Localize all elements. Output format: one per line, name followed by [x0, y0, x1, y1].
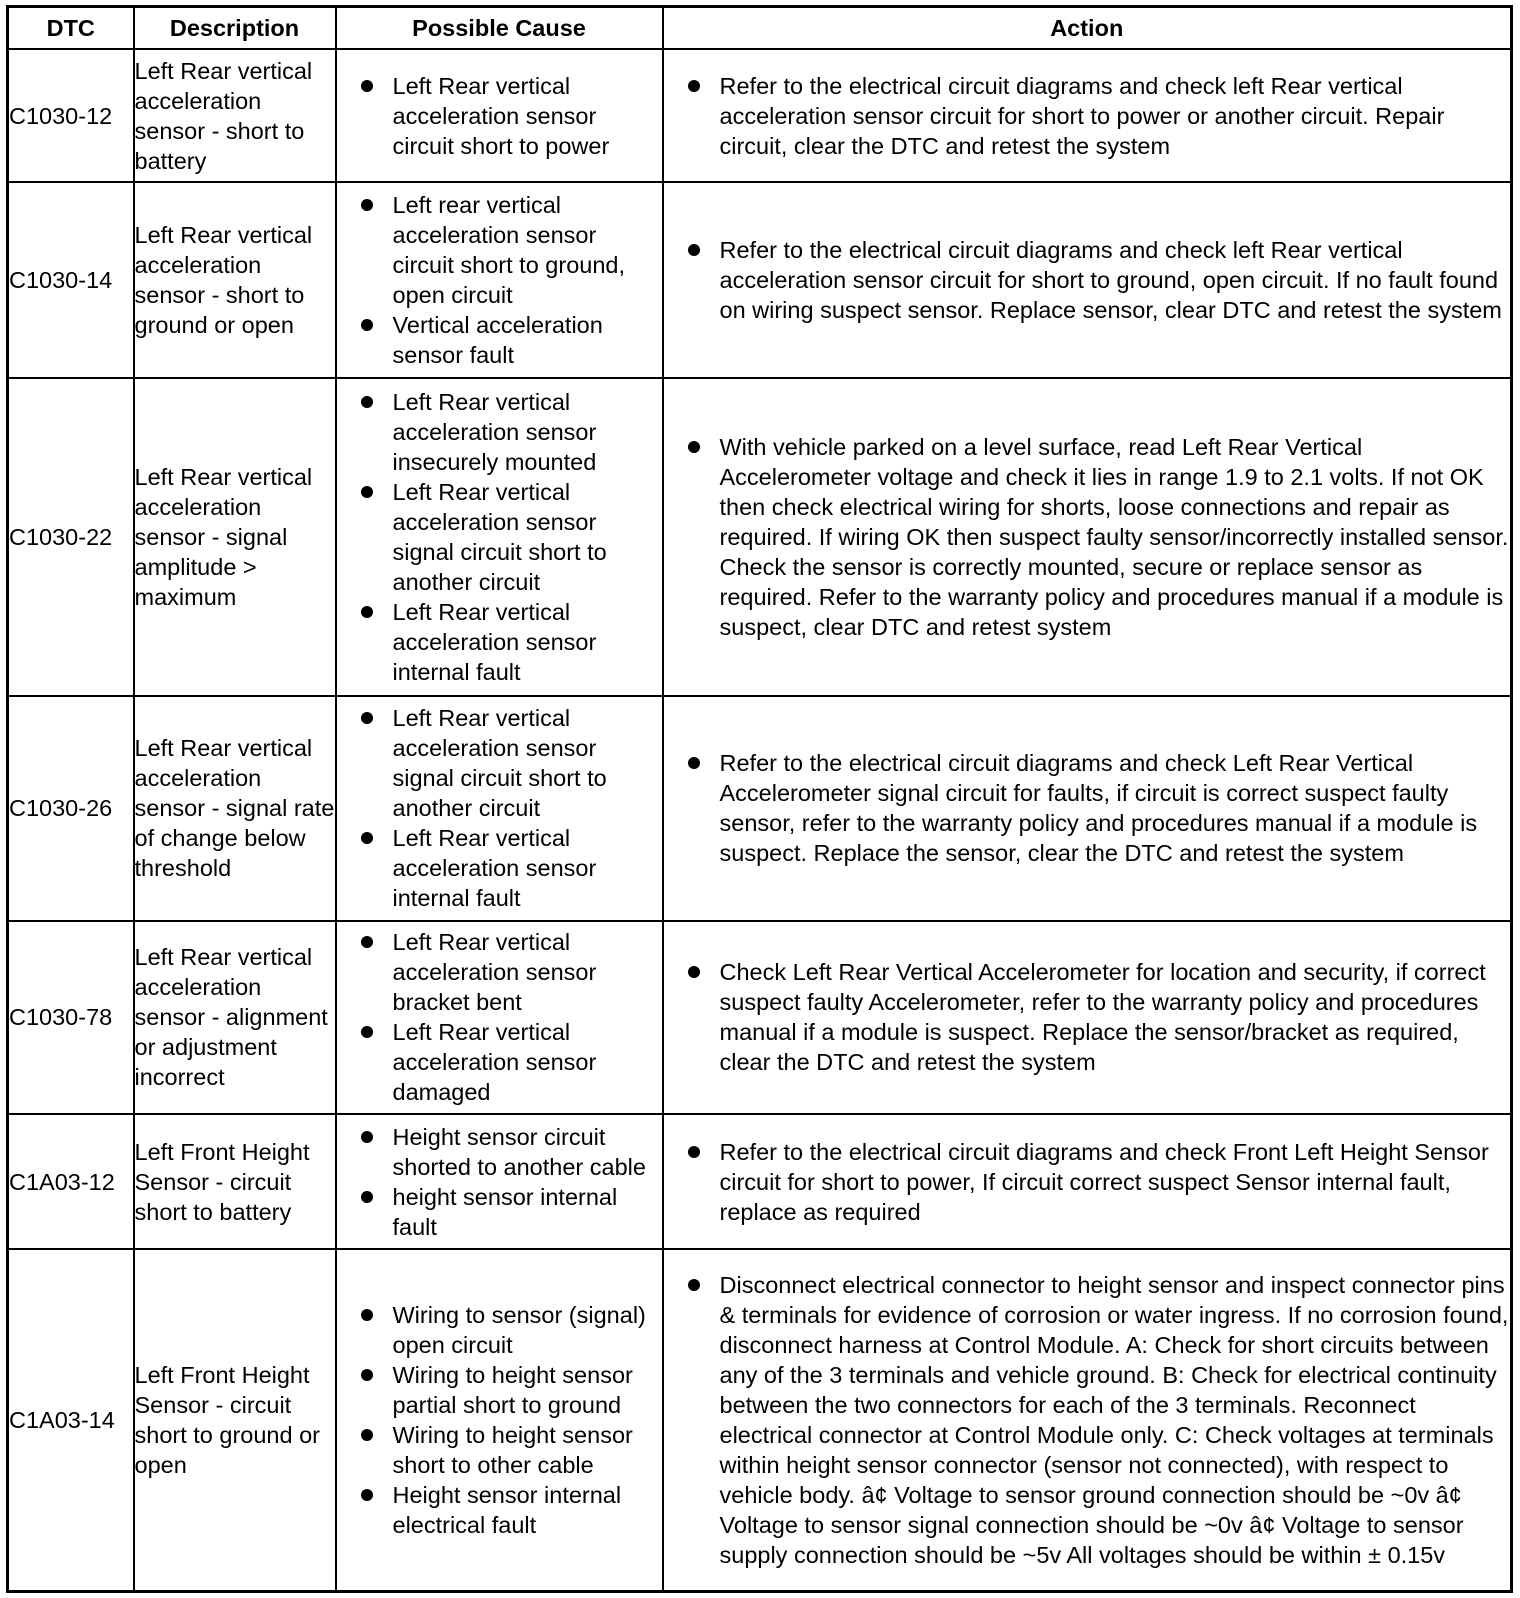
cause-text: Left Rear vertical acceleration sensor insecurely mounted — [392, 388, 597, 475]
table-row — [8, 378, 1512, 696]
dtc-description: Left Rear vertical acceleration sensor - signal rate of change below threshold — [134, 696, 336, 921]
table-body — [8, 49, 1512, 1592]
table-row — [8, 182, 1512, 377]
bullet-icon — [361, 936, 373, 948]
cause-item — [337, 71, 662, 161]
dtc-code: C1030-22 — [8, 378, 134, 696]
action-item — [664, 1137, 1511, 1227]
action-item — [664, 432, 1511, 642]
bullet-icon — [361, 80, 373, 92]
cause-text: Left Rear vertical acceleration sensor damaged — [392, 1019, 597, 1106]
cause-item — [337, 1182, 662, 1242]
cause-list — [337, 927, 662, 1107]
dtc-description: Left Front Height Sensor - circuit short to battery — [134, 1114, 336, 1249]
action-list — [664, 957, 1511, 1077]
bullet-icon — [361, 396, 373, 408]
cause-text: Left Rear vertical acceleration sensor signal circuit short to another circuit — [392, 478, 607, 595]
cause-list — [337, 190, 662, 370]
bullet-icon — [688, 1146, 700, 1158]
bullet-icon — [361, 319, 373, 331]
cause-item — [337, 1300, 662, 1360]
cause-item — [337, 597, 662, 687]
dtc-code: C1A03-14 — [8, 1249, 134, 1591]
action-text: Refer to the electrical circuit diagrams and check Left Rear Vertical Accelerometer signal circuit for faults, if circuit is correct suspect faulty sensor, refer to the warranty policy and procedures manual if a module is suspect. Replace the sensor, clear the DTC and retest the system — [719, 750, 1478, 867]
bullet-icon — [361, 1309, 373, 1321]
dtc-description: Left Front Height Sensor - circuit short to ground or open — [134, 1249, 336, 1591]
cause-text: Left rear vertical acceleration sensor circuit short to ground, open circuit — [392, 192, 625, 309]
bullet-icon — [688, 757, 700, 769]
action-list — [664, 748, 1511, 868]
cause-item — [337, 190, 662, 310]
dtc-description: Left Rear vertical acceleration sensor - signal amplitude > maximum — [134, 378, 336, 696]
action-cell — [663, 182, 1512, 377]
cause-item — [337, 1480, 662, 1540]
bullet-icon — [361, 1429, 373, 1441]
dtc-code: C1030-14 — [8, 182, 134, 377]
action-text: Refer to the electrical circuit diagrams and check left Rear vertical acceleration sensor circuit for short to ground, open circuit. If no fault found on wiring suspect sensor. Replace sensor, clear DTC and retest the system — [719, 237, 1502, 324]
bullet-icon — [688, 80, 700, 92]
action-text: Disconnect electrical connector to height sensor and inspect connector pins & terminals for evidence of corrosion or water ingress. If no corrosion found, disconnect harness at Control Module. A: Check for short circuits between any of the 3 terminals and vehicle ground. B: Check for electrical continuity between the two connectors for each of the 3 terminals. Reconnect electrical connector at Control Module only. C: Check voltages at terminals within height sensor connector (sensor not connected), with respect to vehicle body. â¢ Voltage to sensor ground connection should be ~0v â¢ Voltage to sensor signal connection should be ~0v â¢ Voltage to sensor supply connection should be ~5v All voltages should be within ± 0.15v — [719, 1272, 1509, 1569]
cause-text: Left Rear vertical acceleration sensor signal circuit short to another circuit — [392, 705, 607, 822]
action-item — [664, 748, 1511, 868]
bullet-icon — [361, 199, 373, 211]
bullet-icon — [688, 244, 700, 256]
cause-list — [337, 703, 662, 913]
header-action: Action — [663, 7, 1512, 50]
action-item — [664, 235, 1511, 325]
action-list — [664, 1137, 1511, 1227]
action-cell — [663, 378, 1512, 696]
action-list — [664, 71, 1511, 161]
action-list — [664, 432, 1511, 642]
bullet-icon — [361, 1489, 373, 1501]
header-dtc: DTC — [8, 7, 134, 50]
action-cell — [663, 921, 1512, 1114]
bullet-icon — [361, 712, 373, 724]
action-text: With vehicle parked on a level surface, read Left Rear Vertical Accelerometer voltage and check it lies in range 1.9 to 2.1 volts. If not OK then check electrical wiring for shorts, loose connections and repair as required. If wiring OK then suspect faulty sensor/incorrectly installed sensor. Check the sensor is correctly mounted, secure or replace sensor as required. Refer to the warranty policy and procedures manual if a module is suspect, clear DTC and retest system — [719, 433, 1509, 640]
cause-list — [337, 387, 662, 687]
cause-text: height sensor internal fault — [392, 1183, 618, 1240]
action-text: Refer to the electrical circuit diagrams and check Front Left Height Sensor circuit for short to power, If circuit correct suspect Sensor internal fault, replace as required — [719, 1138, 1489, 1225]
cause-list — [337, 1300, 662, 1540]
cause-item — [337, 1420, 662, 1480]
action-text: Refer to the electrical circuit diagrams and check left Rear vertical acceleration sensor circuit for short to power or another circuit. Repair circuit, clear the DTC and retest the system — [719, 72, 1445, 159]
possible-cause-cell — [336, 921, 663, 1114]
bullet-icon — [361, 832, 373, 844]
cause-list — [337, 1122, 662, 1242]
bullet-icon — [361, 1026, 373, 1038]
bullet-icon — [688, 441, 700, 453]
dtc-code: C1030-78 — [8, 921, 134, 1114]
cause-text: Vertical acceleration sensor fault — [392, 312, 603, 369]
header-description: Description — [134, 7, 336, 50]
action-cell — [663, 1114, 1512, 1249]
possible-cause-cell — [336, 49, 663, 182]
dtc-code: C1030-26 — [8, 696, 134, 921]
table-row — [8, 49, 1512, 182]
cause-item — [337, 387, 662, 477]
bullet-icon — [688, 966, 700, 978]
action-item — [664, 957, 1511, 1077]
cause-text: Wiring to height sensor short to other cable — [392, 1422, 633, 1479]
cause-text: Left Rear vertical acceleration sensor internal fault — [392, 598, 597, 685]
dtc-code: C1A03-12 — [8, 1114, 134, 1249]
cause-text: Wiring to sensor (signal) open circuit — [392, 1302, 646, 1359]
table-row — [8, 1249, 1512, 1591]
bullet-icon — [361, 486, 373, 498]
bullet-icon — [361, 1369, 373, 1381]
header-possible-cause: Possible Cause — [336, 7, 663, 50]
action-cell — [663, 696, 1512, 921]
cause-text: Height sensor circuit shorted to another cable — [392, 1123, 646, 1180]
action-list — [664, 235, 1511, 325]
cause-text: Left Rear vertical acceleration sensor circuit short to power — [392, 72, 610, 159]
cause-text: Left Rear vertical acceleration sensor internal fault — [392, 825, 597, 912]
table-row — [8, 696, 1512, 921]
cause-text: Wiring to height sensor partial short to ground — [392, 1362, 633, 1419]
possible-cause-cell — [336, 378, 663, 696]
cause-item — [337, 1360, 662, 1420]
bullet-icon — [361, 1191, 373, 1203]
bullet-icon — [688, 1279, 700, 1291]
bullet-icon — [361, 606, 373, 618]
cause-item — [337, 703, 662, 823]
action-cell — [663, 1249, 1512, 1591]
possible-cause-cell — [336, 1114, 663, 1249]
cause-text: Height sensor internal electrical fault — [392, 1482, 622, 1539]
action-item — [664, 1270, 1511, 1570]
dtc-description: Left Rear vertical acceleration sensor - short to ground or open — [134, 182, 336, 377]
cause-item — [337, 310, 662, 370]
dtc-code: C1030-12 — [8, 49, 134, 182]
cause-item — [337, 1122, 662, 1182]
possible-cause-cell — [336, 696, 663, 921]
cause-item — [337, 927, 662, 1017]
dtc-description: Left Rear vertical acceleration sensor - short to battery — [134, 49, 336, 182]
action-text: Check Left Rear Vertical Accelerometer for location and security, if correct suspect faulty Accelerometer, refer to the warranty policy and procedures manual if a module is suspect. Replace the sensor/bracket as required, clear the DTC and retest the system — [719, 959, 1486, 1076]
header-row — [8, 7, 1512, 50]
cause-item — [337, 477, 662, 597]
cause-list — [337, 71, 662, 161]
cause-text: Left Rear vertical acceleration sensor bracket bent — [392, 929, 597, 1016]
table-header — [8, 7, 1512, 50]
cause-item — [337, 823, 662, 913]
possible-cause-cell — [336, 182, 663, 377]
action-list — [664, 1270, 1511, 1570]
dtc-table — [6, 5, 1513, 1593]
action-cell — [663, 49, 1512, 182]
table-row — [8, 1114, 1512, 1249]
possible-cause-cell — [336, 1249, 663, 1591]
bullet-icon — [361, 1131, 373, 1143]
action-item — [664, 71, 1511, 161]
dtc-description: Left Rear vertical acceleration sensor - alignment or adjustment incorrect — [134, 921, 336, 1114]
table-row — [8, 921, 1512, 1114]
cause-item — [337, 1017, 662, 1107]
